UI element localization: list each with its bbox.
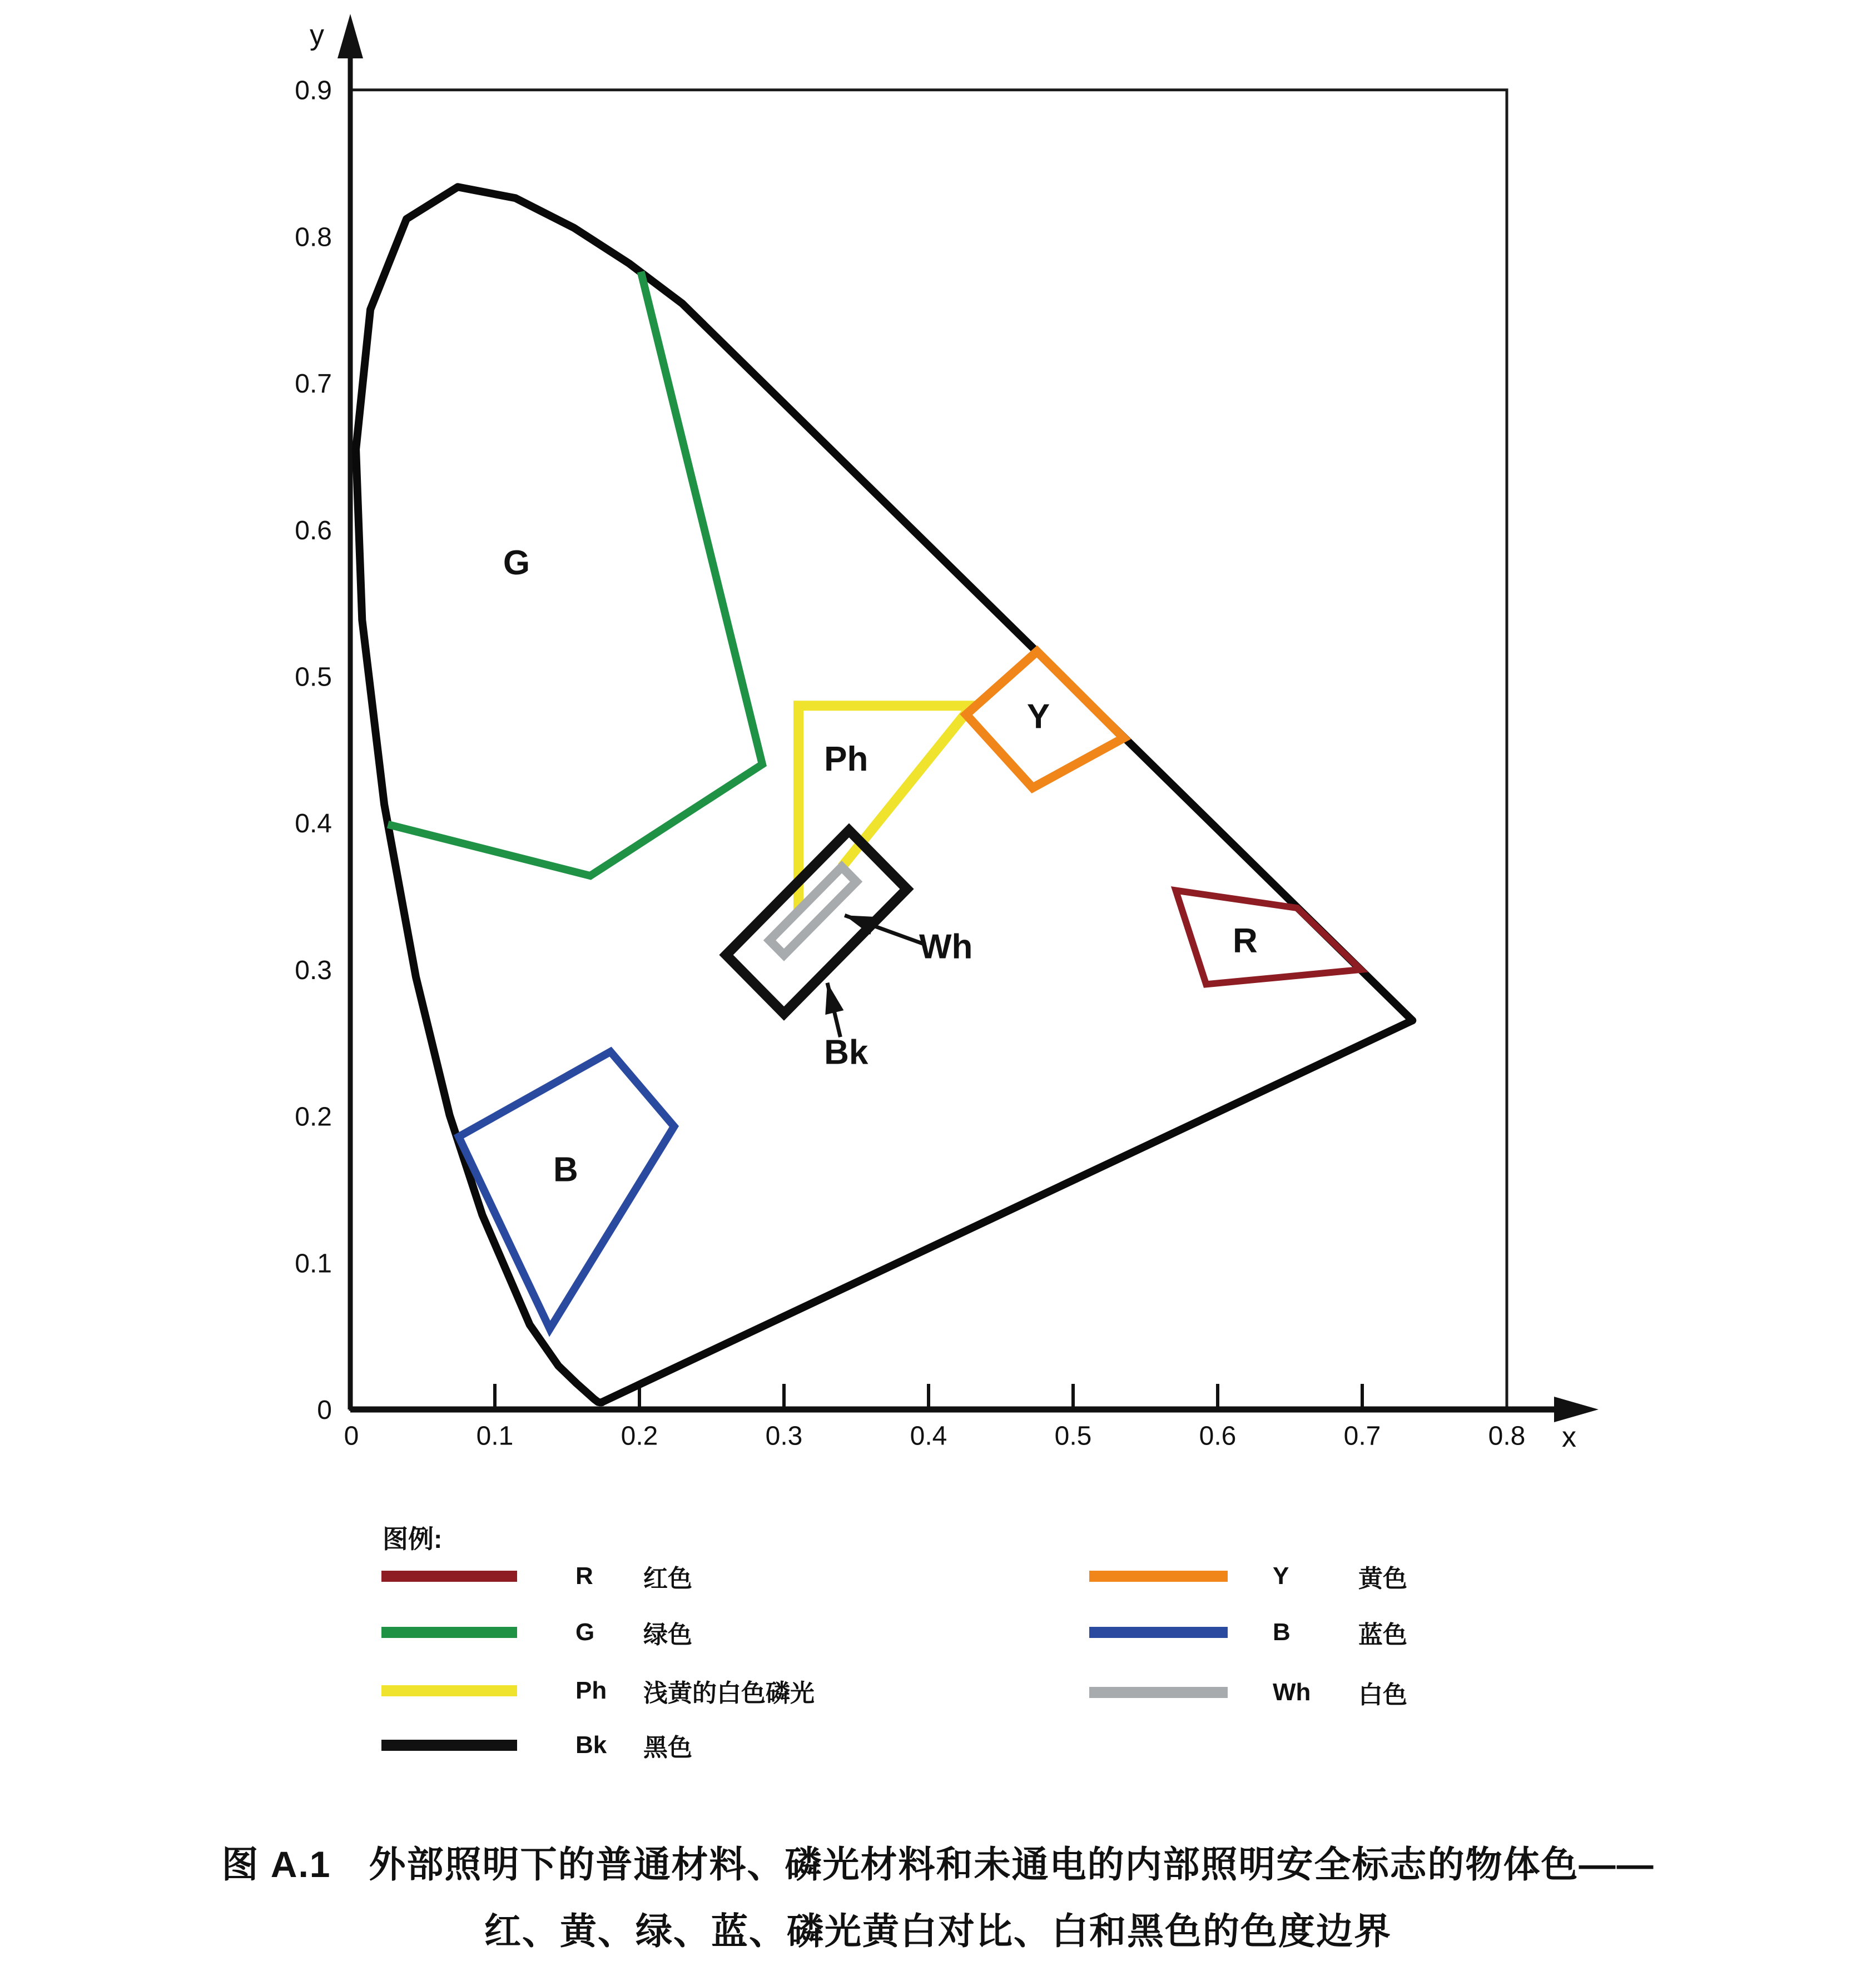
y-tick-label-0.8: 0.8 xyxy=(295,222,332,252)
x-tick-label-0.4: 0.4 xyxy=(910,1421,947,1451)
region-label-y: Y xyxy=(1026,697,1050,736)
x-tick-label-0.1: 0.1 xyxy=(476,1421,514,1451)
y-tick-label-0: 0 xyxy=(317,1396,332,1425)
x-tick-label-0.5: 0.5 xyxy=(1054,1421,1092,1451)
x-axis-arrow-icon xyxy=(1554,1397,1599,1422)
x-axis-title: x xyxy=(1562,1421,1576,1453)
y-tick-label-0.9: 0.9 xyxy=(295,76,332,106)
x-tick-label-0.6: 0.6 xyxy=(1199,1421,1237,1451)
legend-title: 图例: xyxy=(383,1525,443,1553)
y-axis-arrow-icon xyxy=(338,14,363,58)
x-tick-label-0.8: 0.8 xyxy=(1488,1421,1526,1451)
region-label-b: B xyxy=(553,1150,578,1189)
legend-swatch-y xyxy=(1089,1571,1228,1582)
legend-code-wh: Wh xyxy=(1273,1679,1311,1706)
legend-name-wh: 白色 xyxy=(1358,1681,1407,1709)
legend-code-g: G xyxy=(575,1618,595,1646)
y-axis-title: y xyxy=(310,19,324,51)
annotation-arrowhead-bk-icon xyxy=(825,983,843,1015)
region-label-bk: Bk xyxy=(824,1033,868,1072)
legend-code-ph: Ph xyxy=(575,1677,607,1704)
legend-code-r: R xyxy=(575,1562,593,1590)
x-tick-label-0.2: 0.2 xyxy=(621,1421,658,1451)
y-tick-label-0.3: 0.3 xyxy=(295,955,332,985)
figure-caption-line-1: 图 A.1 外部照明下的普通材料、磷光材料和未通电的内部照明安全标志的物体色—— xyxy=(221,1844,1655,1885)
legend-code-b: B xyxy=(1273,1618,1291,1646)
region-g-boundary xyxy=(388,272,762,876)
region-label-wh: Wh xyxy=(919,927,973,966)
region-b-boundary xyxy=(459,1052,674,1329)
legend-swatch-ph xyxy=(381,1685,517,1696)
y-tick-label-0.4: 0.4 xyxy=(295,809,332,839)
legend-swatch-bk xyxy=(381,1740,517,1751)
spectral-locus-curve xyxy=(356,187,1412,1402)
legend-swatch-b xyxy=(1089,1627,1228,1638)
y-tick-label-0.2: 0.2 xyxy=(295,1102,332,1132)
legend-code-bk: Bk xyxy=(575,1731,607,1759)
legend-name-g: 绿色 xyxy=(643,1621,692,1649)
legend-swatch-r xyxy=(381,1571,517,1582)
x-tick-label-0.3: 0.3 xyxy=(765,1421,803,1451)
x-tick-label-0: 0 xyxy=(344,1421,359,1451)
region-label-ph: Ph xyxy=(824,740,868,779)
legend-name-bk: 黑色 xyxy=(643,1734,692,1761)
legend-code-y: Y xyxy=(1273,1562,1289,1590)
plot-frame xyxy=(350,90,1507,1409)
y-tick-label-0.5: 0.5 xyxy=(295,662,332,692)
purple-boundary-line xyxy=(602,1020,1413,1402)
legend-swatch-wh xyxy=(1089,1687,1228,1698)
region-label-g: G xyxy=(503,543,530,582)
legend-swatch-g xyxy=(381,1627,517,1638)
y-tick-label-0.1: 0.1 xyxy=(295,1249,332,1279)
y-tick-label-0.7: 0.7 xyxy=(295,369,332,399)
y-tick-label-0.6: 0.6 xyxy=(295,515,332,545)
x-tick-label-0.7: 0.7 xyxy=(1343,1421,1381,1451)
region-label-r: R xyxy=(1233,922,1258,961)
legend-name-r: 红色 xyxy=(643,1565,692,1592)
legend-name-ph: 浅黄的白色磷光 xyxy=(643,1680,815,1707)
legend-name-y: 黄色 xyxy=(1358,1565,1407,1592)
legend-name-b: 蓝色 xyxy=(1358,1621,1407,1649)
region-wh-boundary xyxy=(770,867,856,955)
figure-caption-line-2: 红、黄、绿、蓝、磷光黄白对比、白和黑色的色度边界 xyxy=(484,1910,1392,1952)
